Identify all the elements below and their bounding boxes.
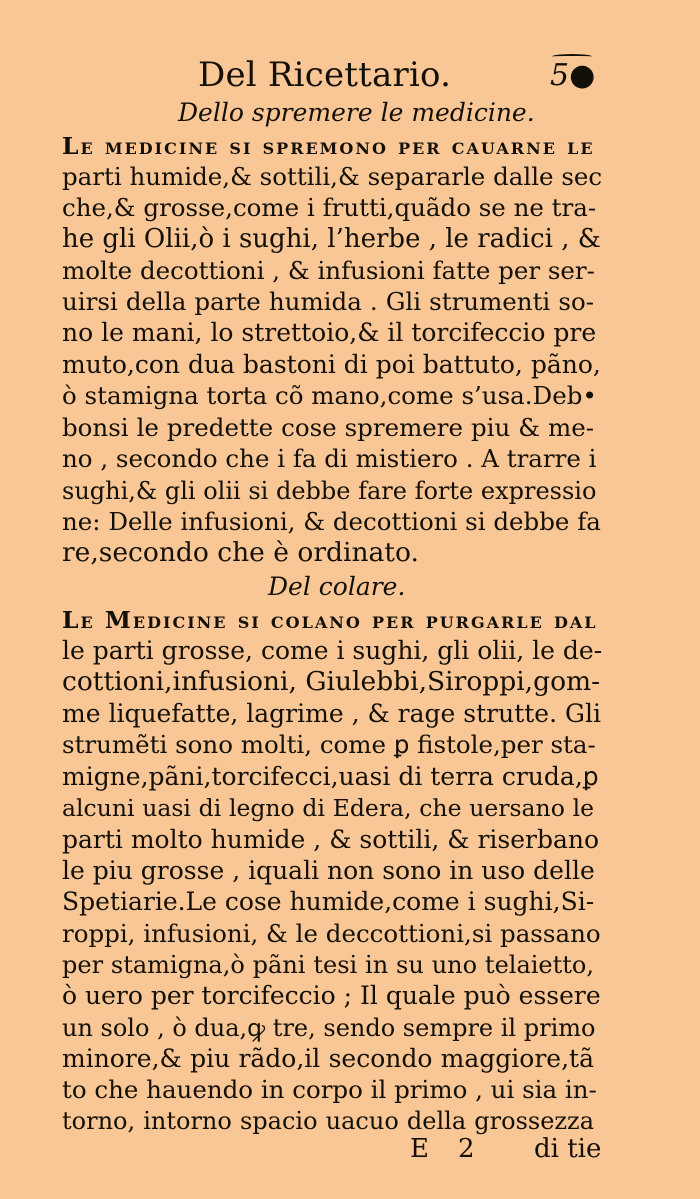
text-line: che,& grosse,come i frutti,quãdo se ne tra- bbox=[62, 193, 597, 222]
text-line-content: Le Medicine si colano per purgarle dal bbox=[62, 606, 598, 634]
text-line: ò stamigna torta cõ mano,come s’usa.Deb• bbox=[62, 381, 597, 410]
running-title: Del Ricettario. bbox=[198, 55, 452, 95]
text-line: sughi,& gli olii si debbe fare forte expressio bbox=[62, 477, 597, 505]
text-line: me liquefatte, lagrime , & rage strutte. Gli bbox=[62, 699, 601, 728]
signature-mark: E bbox=[410, 1134, 429, 1164]
page-number: 5● bbox=[550, 58, 596, 93]
text-line: parti molto humide , & sottili, & riserbano bbox=[62, 825, 600, 854]
text-line: ò uero per torcifeccio ; Il quale può essere bbox=[62, 981, 601, 1010]
text-line: ne: Delle infusioni, & decottioni si debbe fa bbox=[62, 507, 601, 536]
text-line: alcuni uasi di legno di Edera, che uersano le bbox=[62, 794, 594, 822]
text-line: re,secondo che è ordinato. bbox=[62, 537, 419, 568]
text-line: bonsi le predette cose spremere piu & me- bbox=[62, 413, 594, 442]
text-line: uirsi della parte humida . Gli strumenti so- bbox=[62, 287, 594, 316]
text-line: per stamigna,ò pãni tesi in su uno telaietto, bbox=[62, 951, 594, 979]
text-line-content: Le medicine si spremono per cauarne le bbox=[62, 132, 595, 160]
text-line: roppi, infusioni, & le deccottioni,si passano bbox=[62, 919, 601, 948]
text-line: le piu grosse , iquali non sono in uso delle bbox=[62, 856, 595, 885]
text-line: un solo , ò dua,ꝙ tre, sendo sempre il primo bbox=[62, 1014, 596, 1042]
section-heading: Del colare. bbox=[268, 572, 406, 601]
text-line: torno, intorno spacio uacuo della grossezza bbox=[62, 1107, 594, 1135]
text-line: muto,con dua bastoni di poi battuto, pãno, bbox=[62, 350, 601, 379]
text-line: Spetiarie.Le cose humide,come i sughi,Si- bbox=[62, 887, 595, 916]
text-line: to che hauendo in corpo il primo , ui sia in- bbox=[62, 1075, 597, 1104]
text-line bbox=[62, 605, 598, 635]
catchword: di tie bbox=[534, 1134, 602, 1164]
text-line: cottioni,infusioni, Giulebbi,Siroppi,gom- bbox=[62, 666, 601, 697]
signature-number: 2 bbox=[458, 1134, 475, 1164]
text-line: le parti grosse, come i sughi, gli olii, le de- bbox=[62, 636, 603, 665]
text-line: molte decottioni , & infusioni fatte per ser- bbox=[62, 256, 595, 285]
text-line bbox=[62, 131, 594, 161]
section-heading: Dello spremere le medicine. bbox=[178, 98, 535, 127]
text-line: strumẽti sono molti, come ꝑ fistole,per sta- bbox=[62, 730, 596, 759]
text-line: parti humide,& sottili,& separarle dalle sec bbox=[62, 162, 603, 191]
text-line: he gli Olii,ò i sughi, l’herbe , le radici , & bbox=[62, 224, 601, 254]
text-line: no , secondo che i fa di mistiero . A trarre i bbox=[62, 444, 597, 473]
text-line: no le mani, lo strettoio,& il torcifeccio pre bbox=[62, 318, 597, 347]
text-line: minore,& piu rãdo,il secondo maggiore,tã bbox=[62, 1044, 594, 1073]
text-line: migne,pãni,torcifecci,uasi di terra cruda,ꝑ bbox=[62, 762, 599, 791]
